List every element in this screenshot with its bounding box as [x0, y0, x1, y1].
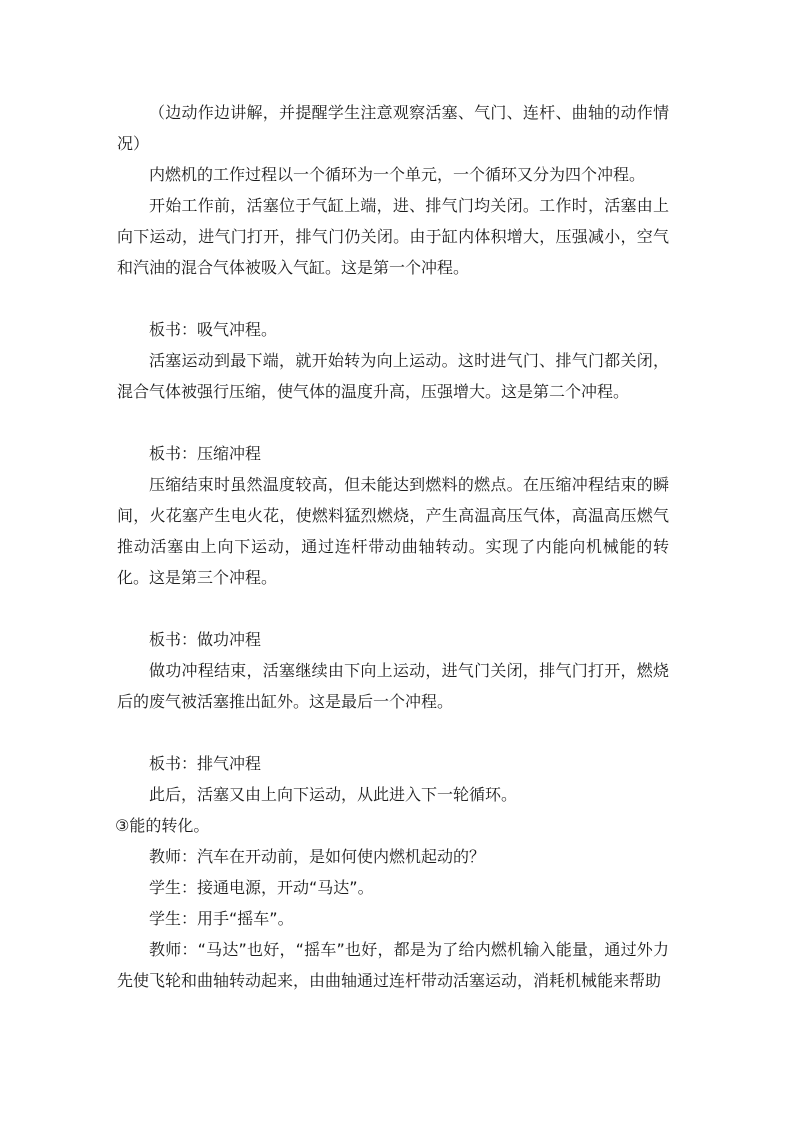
blank-line — [117, 593, 669, 624]
paragraph-explanation-note: （边动作边讲解，并提醒学生注意观察活塞、气门、连杆、曲轴的动作情况） — [117, 103, 669, 153]
section-heading-energy-conversion: ③能的转化。 — [115, 816, 210, 835]
paragraph-cycle-intro: 内燃机的工作过程以一个循环为一个单元，一个循环又分为四个冲程。 — [149, 165, 646, 184]
board-note-intake: 板书：吸气冲程。 — [149, 320, 278, 339]
paragraph-exhaust-description: 做功冲程结束，活塞继续由下向上运动，进气门关闭，排气门打开，燃烧后的废气被活塞推出缸外。这是最后一个冲程。 — [117, 661, 669, 711]
paragraph-power-description: 压缩结束时虽然温度较高，但未能达到燃料的燃点。在压缩冲程结束的瞬间，火花塞产生电火花，使燃料猛烈燃烧，产生高温高压气体，高温高压燃气推动活塞由上向下运动，通过连杆带动曲轴转动。实现了内能向机械能的转化。这是第三个冲程。 — [117, 475, 669, 587]
board-note-compression: 板书：压缩冲程 — [149, 444, 262, 463]
paragraph-intake-description: 开始工作前，活塞位于气缸上端，进、排气门均关闭。工作时，活塞由上向下运动，进气门打开，排气门仍关闭。由于缸内体积增大，压强减小，空气和汽油的混合气体被吸入气缸。这是第一个冲程。 — [117, 196, 669, 277]
board-note-power: 板书：做功冲程 — [149, 630, 262, 649]
board-note-exhaust: 板书：排气冲程 — [149, 754, 262, 773]
blank-line — [117, 283, 669, 314]
blank-line — [117, 407, 669, 438]
dialogue-teacher-explanation: 教师：“马达”也好，“摇车”也好，都是为了给内燃机输入能量，通过外力先使飞轮和曲轴转动起来，由曲轴通过连杆带动活塞运动，消耗机械能来帮助 — [117, 940, 669, 990]
paragraph-next-cycle: 此后，活塞又由上向下运动，从此进入下一轮循环。 — [149, 785, 518, 804]
paragraph-compression-description: 活塞运动到最下端，就开始转为向上运动。这时进气门、排气门都关闭，混合气体被强行压缩，使气体的温度升高，压强增大。这是第二个冲程。 — [117, 351, 669, 401]
blank-line — [117, 717, 669, 748]
dialogue-student-answer-1: 学生：接通电源，开动“马达”。 — [149, 878, 374, 897]
document-body — [117, 97, 669, 996]
dialogue-teacher-question: 教师：汽车在开动前，是如何使内燃机起动的？ — [149, 847, 486, 866]
dialogue-student-answer-2: 学生：用手“摇车”。 — [149, 909, 294, 928]
